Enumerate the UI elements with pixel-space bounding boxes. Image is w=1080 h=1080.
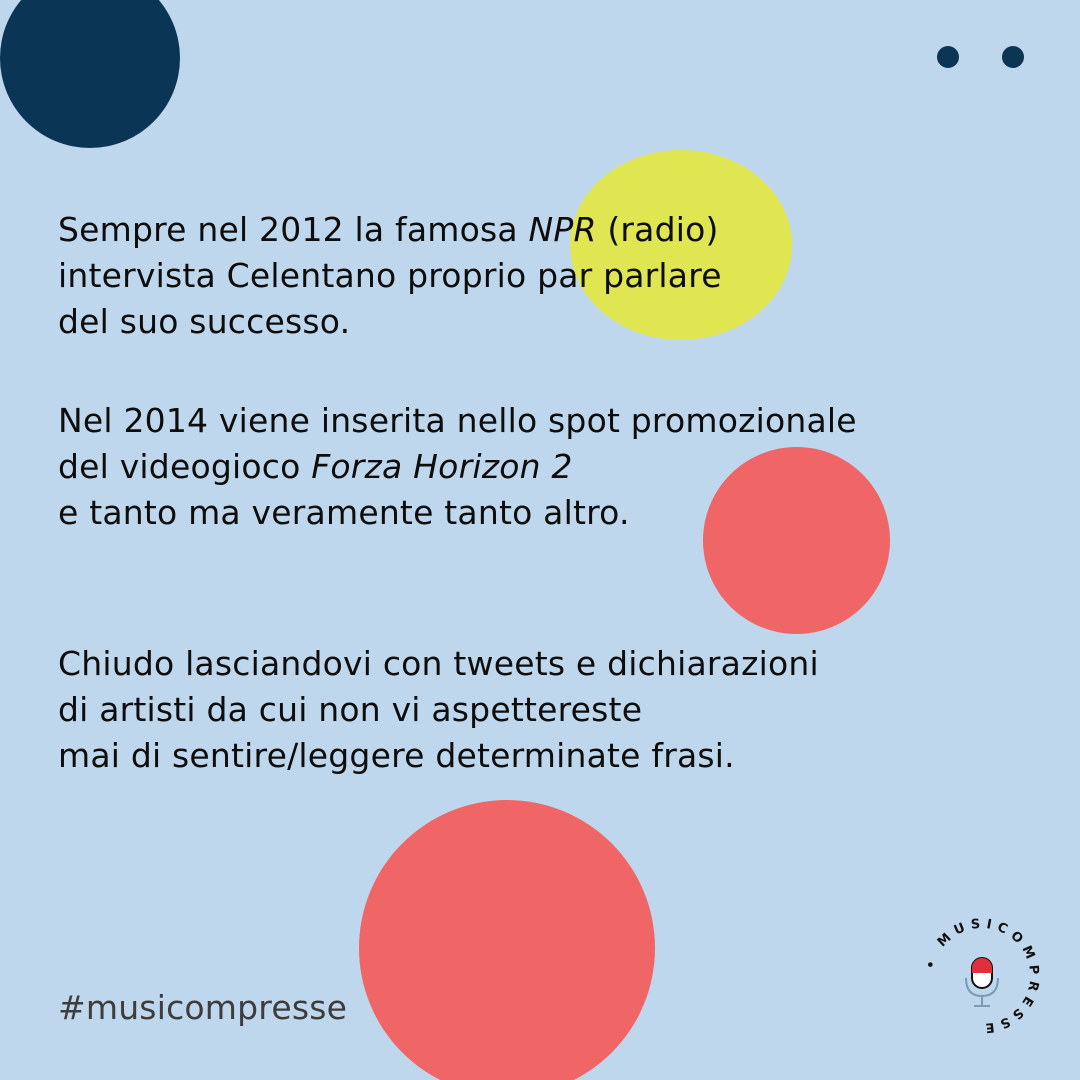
musicompresse-logo [918,912,1046,1040]
text-line: di artisti da cui non vi aspettereste [58,690,643,729]
text-line: Nel 2014 viene inserita nello spot promozionale [58,401,857,440]
decorative-circle-navy [0,0,180,148]
text-segment: (radio) [596,210,719,249]
text-line [58,444,857,490]
microphone-pill-icon [966,958,998,1006]
paragraph-npr [58,207,722,345]
text-line: Chiudo lasciandovi con tweets e dichiarazioni [58,644,819,683]
decorative-circle-coral-large [359,800,655,1080]
logo-ring-text: • MUSICOMPRESSE [923,916,1042,1036]
text-segment: del videogioco [58,447,312,486]
text-line [58,207,722,253]
emphasis-npr: NPR [528,210,597,249]
emphasis-game-title: Forza Horizon 2 [311,447,573,486]
logo-svg [918,912,1046,1040]
text-segment: Sempre nel 2012 la famosa [58,210,529,249]
paragraph-closing [58,641,819,779]
hashtag: #musicompresse [58,988,348,1027]
text-line: e tanto ma veramente tanto altro. [58,493,630,532]
paragraph-forza-horizon [58,398,857,536]
text-line: del suo successo. [58,302,351,341]
text-line: intervista Celentano proprio par parlare [58,256,722,295]
pagination-dot [937,46,959,68]
pagination-dot [1002,46,1024,68]
text-line: mai di sentire/leggere determinate frasi. [58,736,735,775]
